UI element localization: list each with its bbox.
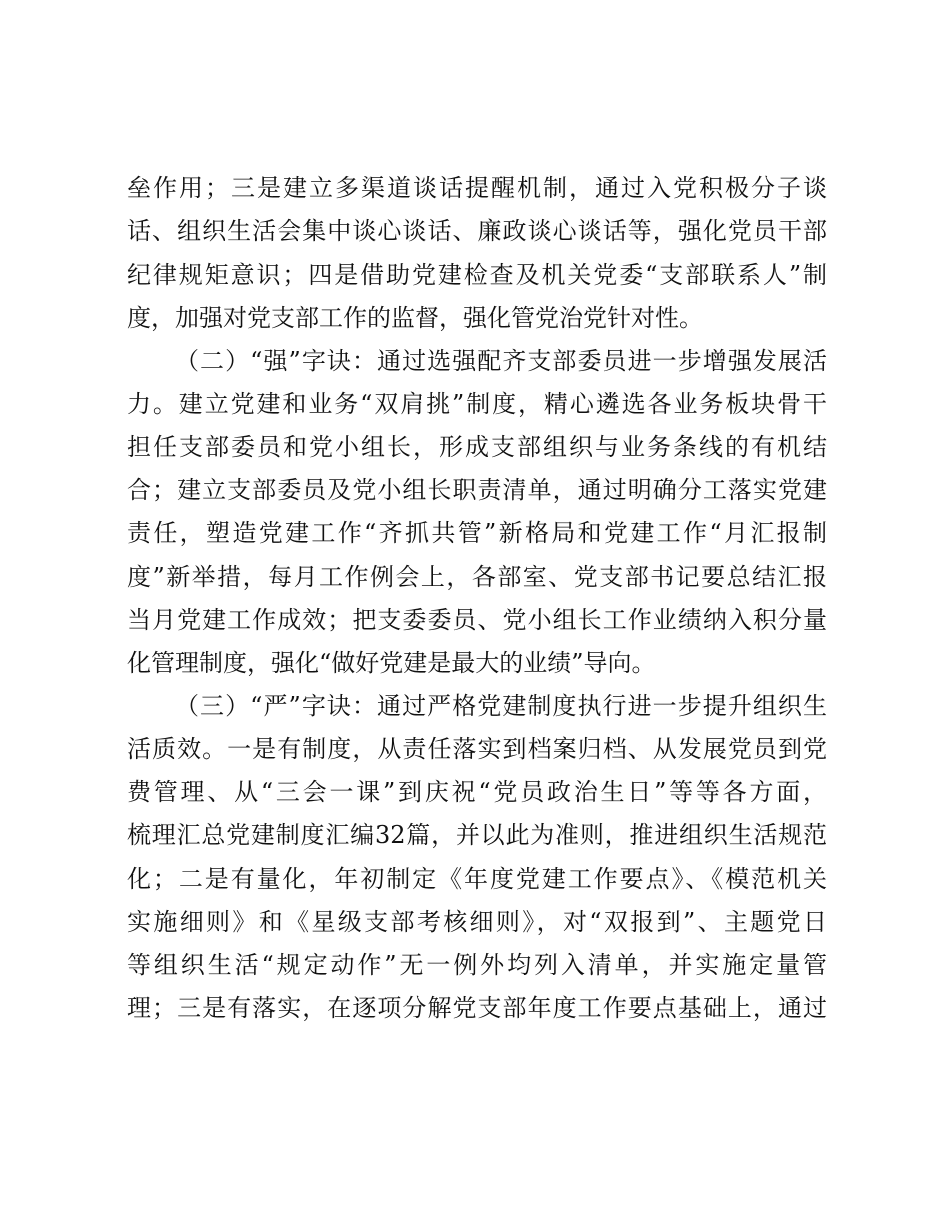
text-line: 度，加强对党支部工作的监督，强化管党治党针对性。	[127, 304, 703, 332]
text-line: 梳理汇总党建制度汇编32篇，并以此为准则，推进组织生活规范	[127, 821, 827, 849]
text-line: 担任支部委员和党小组长，形成支部组织与业务条线的有机结	[127, 433, 827, 461]
text-line: 话、组织生活会集中谈心谈话、廉政谈心谈话等，强化党员干部	[127, 217, 827, 245]
section-heading-line: （三）“严”字诀：通过严格党建制度执行进一步提升组织生	[175, 692, 827, 720]
text-line: 费管理、从“三会一课”到庆祝“党员政治生日”等等各方面，	[127, 778, 827, 806]
text-line: 活质效。一是有制度，从责任落实到档案归档、从发展党员到党	[127, 735, 827, 763]
text-line: 合；建立支部委员及党小组长职责清单，通过明确分工落实党建	[127, 476, 827, 504]
text-line: 理；三是有落实，在逐项分解党支部年度工作要点基础上，通过	[127, 994, 827, 1022]
text-line: 实施细则》和《星级支部考核细则》，对“双报到”、主题党日	[127, 908, 827, 936]
text-line: 责任，塑造党建工作“齐抓共管”新格局和党建工作“月汇报制	[127, 519, 827, 547]
text-line: 等组织生活“规定动作”无一例外均列入清单，并实施定量管	[127, 951, 827, 979]
text-line: 垒作用；三是建立多渠道谈话提醒机制，通过入党积极分子谈	[127, 174, 827, 202]
text-line: 化；二是有量化，年初制定《年度党建工作要点》、《模范机关	[127, 865, 827, 893]
text-line: 化管理制度，强化“做好党建是最大的业绩”导向。	[127, 649, 656, 677]
text-line: 当月党建工作成效；把支委委员、党小组长工作业绩纳入积分量	[127, 606, 827, 634]
text-line: 度”新举措，每月工作例会上，各部室、党支部书记要总结汇报	[127, 563, 827, 591]
text-line: 力。建立党建和业务“双肩挑”制度，精心遴选各业务板块骨干	[127, 390, 827, 418]
text-line: 纪律规矩意识；四是借助党建检查及机关党委“支部联系人”制	[127, 261, 827, 289]
section-heading-line: （二）“强”字诀：通过选强配齐支部委员进一步增强发展活	[175, 347, 827, 375]
